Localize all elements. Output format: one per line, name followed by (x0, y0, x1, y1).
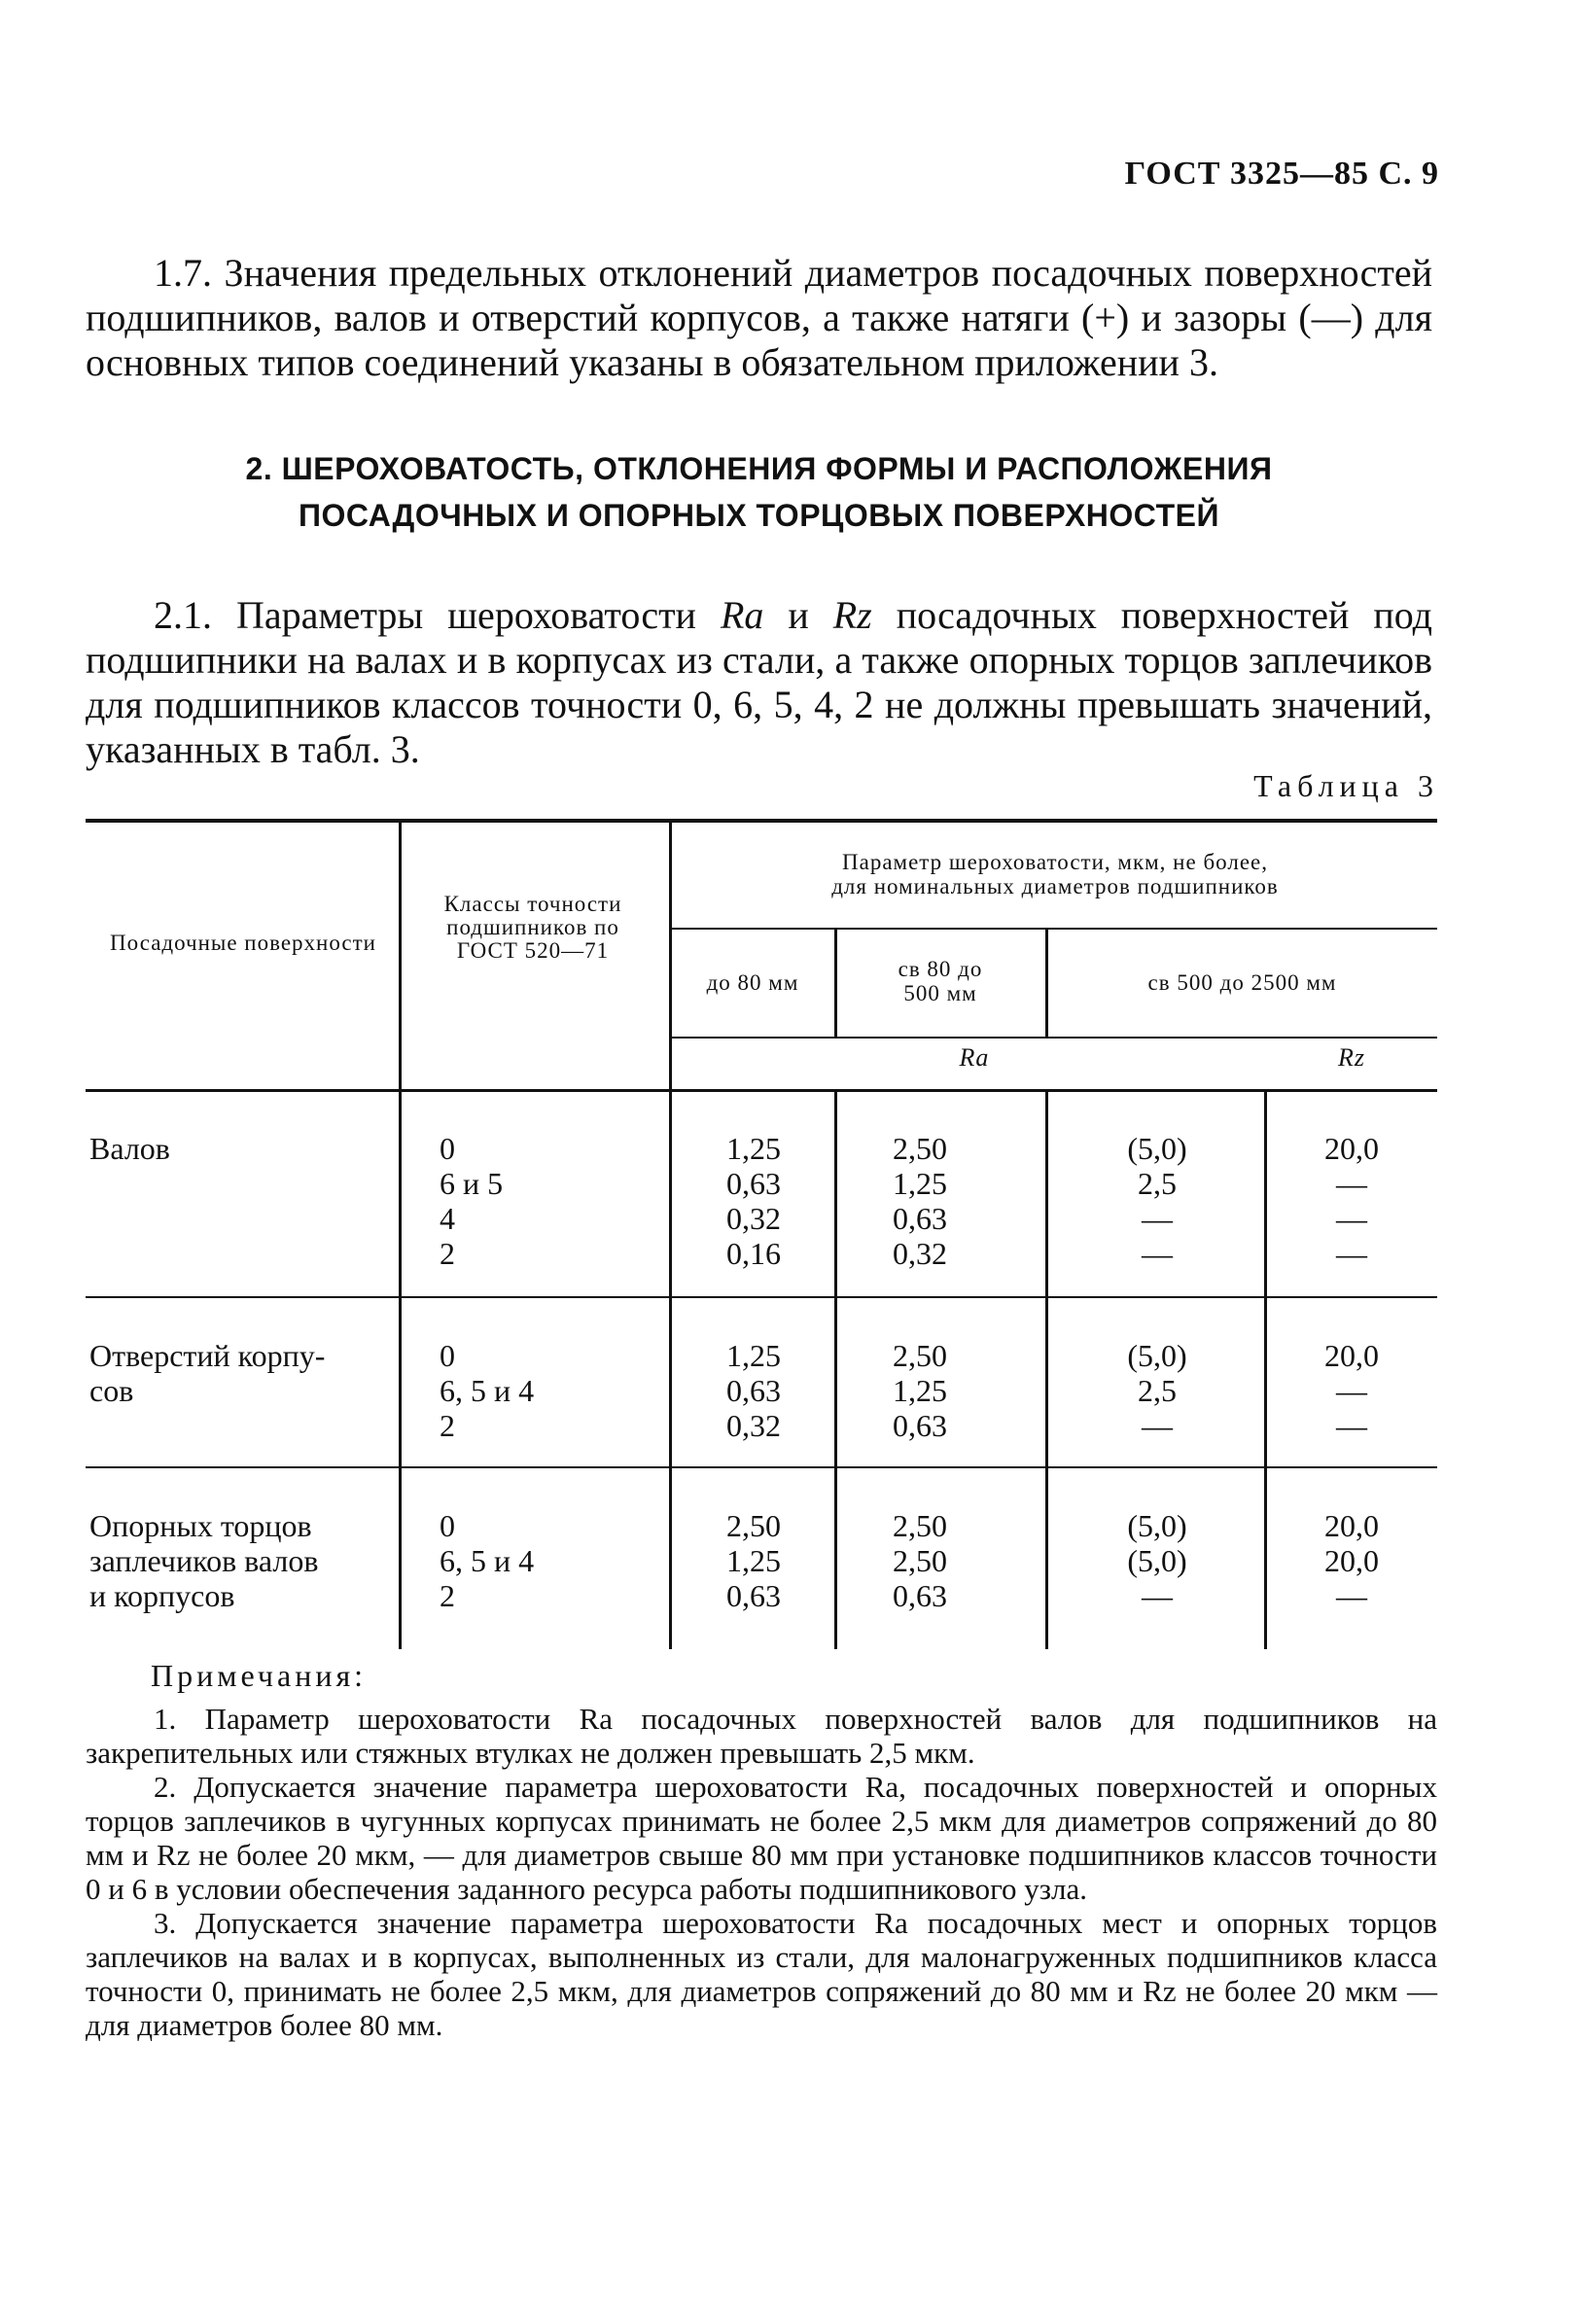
header-surfaces (107, 931, 379, 955)
header-classes (416, 893, 650, 963)
note-1 (86, 1702, 1437, 1770)
ra-value: — (1142, 1236, 1173, 1271)
ra-80-cell (681, 1131, 827, 1271)
ra-500-2500-cell (1060, 1338, 1254, 1443)
ra-500-2500-cell (1060, 1508, 1254, 1613)
rz-value: — (1336, 1408, 1367, 1443)
ra-value: 2,5 (1138, 1166, 1177, 1201)
row-label-line: сов (89, 1373, 134, 1408)
paragraph-1-7 (86, 251, 1432, 385)
paragraph-1-7-text: 1.7. Значения предельных отклонений диаметров посадочных поверхностей подшипников, валов и отверстий корпусов, а также натяги (+) и зазоры (—) для основных типов соединений указаны в обязательном приложении 3. (86, 251, 1432, 384)
header-diameter-500-2500 (1050, 970, 1434, 995)
ra-value: 2,50 (893, 1508, 947, 1543)
class-value: 2 (440, 1408, 455, 1443)
rz-value: 20,0 (1324, 1508, 1379, 1543)
rz-value: — (1336, 1578, 1367, 1613)
ra-value: 1,25 (726, 1543, 781, 1578)
ra-value: — (1142, 1578, 1173, 1613)
ra-value: 0,32 (893, 1236, 947, 1271)
classes-cell (440, 1508, 534, 1613)
table-header-bottom-rule (86, 1089, 1437, 1092)
rz-value: 20,0 (1324, 1338, 1379, 1373)
rz-cell (1274, 1508, 1429, 1613)
ra-value: 0,63 (726, 1166, 781, 1201)
table-col-divider (669, 823, 672, 1649)
ra-value: 1,25 (893, 1166, 947, 1201)
class-value: 2 (440, 1236, 455, 1271)
rz-cell (1274, 1131, 1429, 1271)
table-col-divider (1264, 1092, 1267, 1649)
table-col-divider (1045, 930, 1048, 1037)
note-1-text: 1. Параметр шероховатости Ra посадочных поверхностей валов для подшипников на закрепительных или стяжных втулках не должен превышать 2,5 мкм. (86, 1702, 1437, 1770)
classes-cell (440, 1131, 503, 1271)
header-rz (1266, 1045, 1437, 1070)
ra-80-500-cell (842, 1131, 998, 1271)
header-diameter-80-text: до 80 мм (706, 970, 799, 995)
row-label-line: и корпусов (89, 1578, 235, 1613)
ra-value: 1,25 (893, 1373, 947, 1408)
header-diameter-500-2500-text: св 500 до 2500 мм (1147, 970, 1337, 995)
header-surfaces-text: Посадочные поверхности (110, 931, 376, 955)
section-title (86, 445, 1432, 539)
class-value: 0 (440, 1508, 455, 1543)
ra-80-500-cell (842, 1338, 998, 1443)
class-value: 0 (440, 1131, 455, 1166)
class-value: 6, 5 и 4 (440, 1373, 535, 1408)
ra-value: 1,25 (726, 1131, 781, 1166)
ra-80-cell (681, 1338, 827, 1443)
ra-value: — (1142, 1408, 1173, 1443)
rz-value: — (1336, 1201, 1367, 1236)
note-3 (86, 1906, 1437, 2042)
header-rz-text: Rz (1338, 1043, 1365, 1072)
notes-title: Примечания: (151, 1658, 368, 1693)
header-diameter-80-500-line2: 500 мм (903, 981, 977, 1005)
header-diameter-80 (673, 970, 832, 995)
header-ra-text: Ra (959, 1043, 990, 1072)
table-subheader-rule (671, 928, 1437, 930)
ra-value: 0,63 (893, 1408, 947, 1443)
table-ra-rule (671, 1037, 1437, 1039)
header-ra (673, 1045, 1276, 1070)
rz-value: — (1336, 1236, 1367, 1271)
header-diameter-80-500 (838, 957, 1042, 1005)
row-label-line: заплечиков валов (89, 1543, 319, 1578)
table-col-divider (834, 1092, 837, 1649)
class-value: 0 (440, 1338, 455, 1373)
paragraph-2-1-and: и (763, 593, 833, 637)
ra-symbol: Ra (720, 593, 764, 637)
ra-value: 0,32 (726, 1408, 781, 1443)
section-title-line1: 2. ШЕРОХОВАТОСТЬ, ОТКЛОНЕНИЯ ФОРМЫ И РАСПОЛОЖЕНИЯ (245, 451, 1273, 486)
class-value: 6, 5 и 4 (440, 1543, 535, 1578)
ra-value: — (1142, 1201, 1173, 1236)
table-col-divider (1045, 1092, 1048, 1649)
ra-500-2500-cell (1060, 1131, 1254, 1271)
ra-value: 0,63 (726, 1578, 781, 1613)
ra-value: 1,25 (726, 1338, 781, 1373)
table-col-divider (399, 823, 402, 1649)
ra-value: 0,63 (893, 1201, 947, 1236)
table-top-rule (86, 819, 1437, 823)
rz-symbol: Rz (832, 593, 872, 637)
ra-value: 2,50 (893, 1131, 947, 1166)
ra-value: 0,16 (726, 1236, 781, 1271)
ra-value: (5,0) (1127, 1508, 1187, 1543)
rz-value: — (1336, 1373, 1367, 1408)
header-diameter-80-500-line1: св 80 до (898, 957, 983, 981)
ra-value: 0,63 (893, 1578, 947, 1613)
paragraph-2-1 (86, 593, 1432, 772)
ra-value: (5,0) (1127, 1131, 1187, 1166)
header-parameter (681, 850, 1429, 898)
row-label-housing-bores (89, 1338, 325, 1408)
note-2-text: 2. Допускается значение параметра шероховатости Ra, посадочных поверхностей и опорных торцов заплечиков в чугунных корпусах принимать не более 2,5 мкм для диаметров сопряжений до 80 мм и Rz не более 20 мкм, — для диаметров свыше 80 мм при установке подшипников классов точности 0 и 6 в условии обеспечения заданного ресурса работы подшипникового узла. (86, 1770, 1437, 1906)
ra-value: (5,0) (1127, 1543, 1187, 1578)
ra-value: 0,32 (726, 1201, 781, 1236)
header-classes-text: Классы точности подшипников по ГОСТ 520—71 (443, 892, 622, 963)
rz-cell (1274, 1338, 1429, 1443)
ra-value: 2,5 (1138, 1373, 1177, 1408)
page-header: ГОСТ 3325—85 С. 9 (1124, 156, 1439, 192)
ra-80-cell (681, 1508, 827, 1613)
notes-block (86, 1702, 1437, 2042)
section-title-line2: ПОСАДОЧНЫХ И ОПОРНЫХ ТОРЦОВЫХ ПОВЕРХНОСТЕЙ (299, 498, 1219, 533)
paragraph-2-1-part2: посадочных поверхностей под подшипники на валах и в корпусах из стали, а также опорных торцов заплечиков для подшипников классов точности 0, 6, 5, 4, 2 не должны превышать значений, указанных в табл. 3. (86, 593, 1432, 771)
note-3-text: 3. Допускается значение параметра шероховатости Ra посадочных мест и опорных торцов заплечиков на валах и в корпусах, выполненных из стали, для малонагруженных подшипников класса точности 0, принимать не более 2,5 мкм, для диаметров сопряжений до 80 мм и Rz не более 20 мкм — для диаметров более 80 мм. (86, 1906, 1437, 2042)
table-col-divider (834, 930, 837, 1037)
table-group-rule (86, 1466, 1437, 1468)
row-label-line: Валов (89, 1131, 170, 1166)
row-label-support-faces (89, 1508, 318, 1613)
row-label-shafts (89, 1131, 170, 1166)
note-2 (86, 1770, 1437, 1906)
paragraph-2-1-part1: 2.1. Параметры шероховатости (154, 593, 721, 637)
table-caption: Таблица 3 (1253, 768, 1439, 803)
rz-value: 20,0 (1324, 1543, 1379, 1578)
ra-value: 2,50 (726, 1508, 781, 1543)
rz-value: 20,0 (1324, 1131, 1379, 1166)
header-parameter-line1: Параметр шероховатости, мкм, не более, (842, 850, 1268, 874)
class-value: 4 (440, 1201, 455, 1236)
row-label-line: Опорных торцов (89, 1508, 312, 1543)
ra-value: 0,63 (726, 1373, 781, 1408)
row-label-line: Отверстий корпу- (89, 1338, 326, 1373)
class-value: 2 (440, 1578, 455, 1613)
ra-value: 2,50 (893, 1543, 947, 1578)
ra-value: 2,50 (893, 1338, 947, 1373)
class-value: 6 и 5 (440, 1166, 504, 1201)
classes-cell (440, 1338, 534, 1443)
header-parameter-line2: для номинальных диаметров подшипников (831, 874, 1279, 898)
rz-value: — (1336, 1166, 1367, 1201)
ra-value: (5,0) (1127, 1338, 1187, 1373)
table-group-rule (86, 1296, 1437, 1298)
ra-80-500-cell (842, 1508, 998, 1613)
